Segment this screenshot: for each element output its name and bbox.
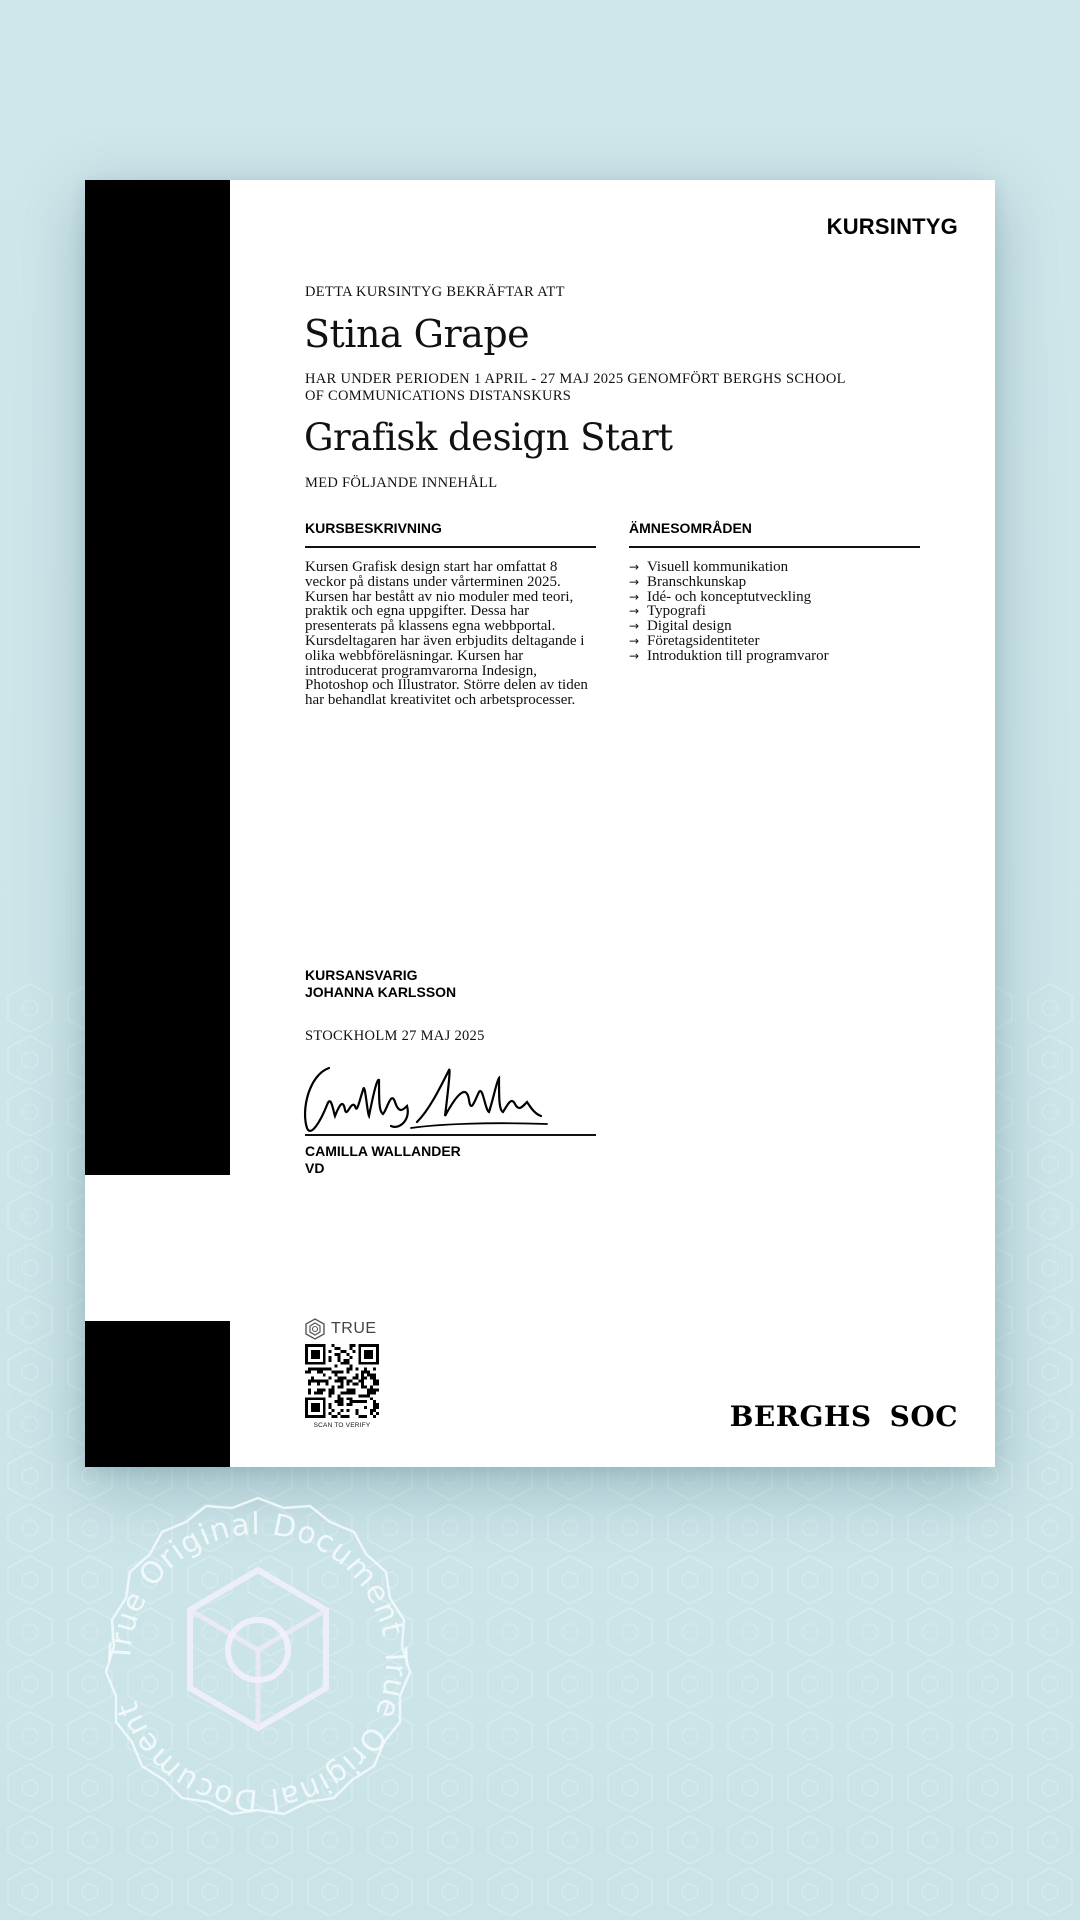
black-side-bar-top	[85, 180, 230, 1175]
brand-logo	[730, 1400, 958, 1433]
hexagon-cube-icon	[303, 1317, 327, 1341]
true-logo	[303, 1317, 377, 1341]
arrow-right-icon: →	[629, 633, 640, 648]
course-responsible	[305, 967, 456, 1001]
subjects-heading: ÄMNESOMRÅDEN	[629, 520, 920, 548]
recipient-name: Stina Grape	[304, 312, 530, 356]
responsible-role: KURSANSVARIG	[305, 967, 418, 983]
true-logo-text: TRUE	[331, 1320, 377, 1337]
black-side-bar-bottom	[85, 1321, 230, 1467]
seal-text: True Original Document True Original Document	[102, 1506, 414, 1818]
true-original-seal-icon	[88, 1492, 428, 1832]
arrow-right-icon: →	[629, 604, 640, 619]
signer-title: VD	[305, 1160, 325, 1176]
intro-text: DETTA KURSINTYG BEKRÄFTAR ATT	[305, 284, 565, 300]
arrow-right-icon: →	[629, 574, 640, 589]
signer-name: CAMILLA WALLANDER	[305, 1143, 461, 1159]
document-type-label: KURSINTYG	[826, 214, 958, 239]
signature-image	[299, 1050, 549, 1135]
course-name: Grafisk design Start	[304, 416, 673, 459]
arrow-right-icon: →	[629, 648, 640, 663]
responsible-name: JOHANNA KARLSSON	[305, 984, 457, 1000]
course-description: Kursen Grafisk design start har omfattat 8 veckor på distans under vårterminen 2025. Kursen har bestått av nio moduler med teori, praktik och egna uppgifter. Dessa har presenterats på klassens egna webbportal. Kursdeltagaren har även erbjudits deltagande i olika webbföreläsningar. Kursen har introducerat programvarorna Indesign, Photoshop och Illustrator. Större delen av tiden har behandlat kreativitet och arbetsprocesser.	[305, 559, 588, 709]
brand-left: BERGHS	[729, 1400, 872, 1433]
list-item: → Introduktion till programvaror	[629, 647, 829, 664]
arrow-right-icon: →	[629, 589, 640, 604]
list-item: → Företagsidentiteter	[629, 632, 760, 649]
subject-list	[629, 560, 829, 664]
qr-code[interactable]	[305, 1344, 379, 1418]
list-item: → Visuell kommunikation	[629, 559, 789, 575]
list-item: → Branschkunskap	[629, 573, 747, 590]
place-date: STOCKHOLM 27 MAJ 2025	[305, 1028, 485, 1044]
signer	[305, 1143, 461, 1177]
certificate	[85, 180, 995, 1467]
content-label: MED FÖLJANDE INNEHÅLL	[305, 475, 498, 491]
arrow-right-icon: →	[629, 560, 640, 574]
period-text: HAR UNDER PERIODEN 1 APRIL - 27 MAJ 2025 GENOMFÖRT BERGHS SCHOOL OF COMMUNICATIONS DISTANSKURS	[305, 371, 846, 404]
signature-line	[305, 1134, 596, 1136]
list-item: → Idé- och konceptutveckling	[629, 588, 812, 605]
description-heading: KURSBESKRIVNING	[305, 520, 596, 548]
scan-to-verify-label: SCAN TO VERIFY	[313, 1422, 371, 1429]
brand-right: SOC	[889, 1400, 958, 1433]
list-item: → Typografi	[629, 603, 706, 620]
arrow-right-icon: →	[629, 619, 640, 634]
list-item: → Digital design	[629, 618, 732, 635]
